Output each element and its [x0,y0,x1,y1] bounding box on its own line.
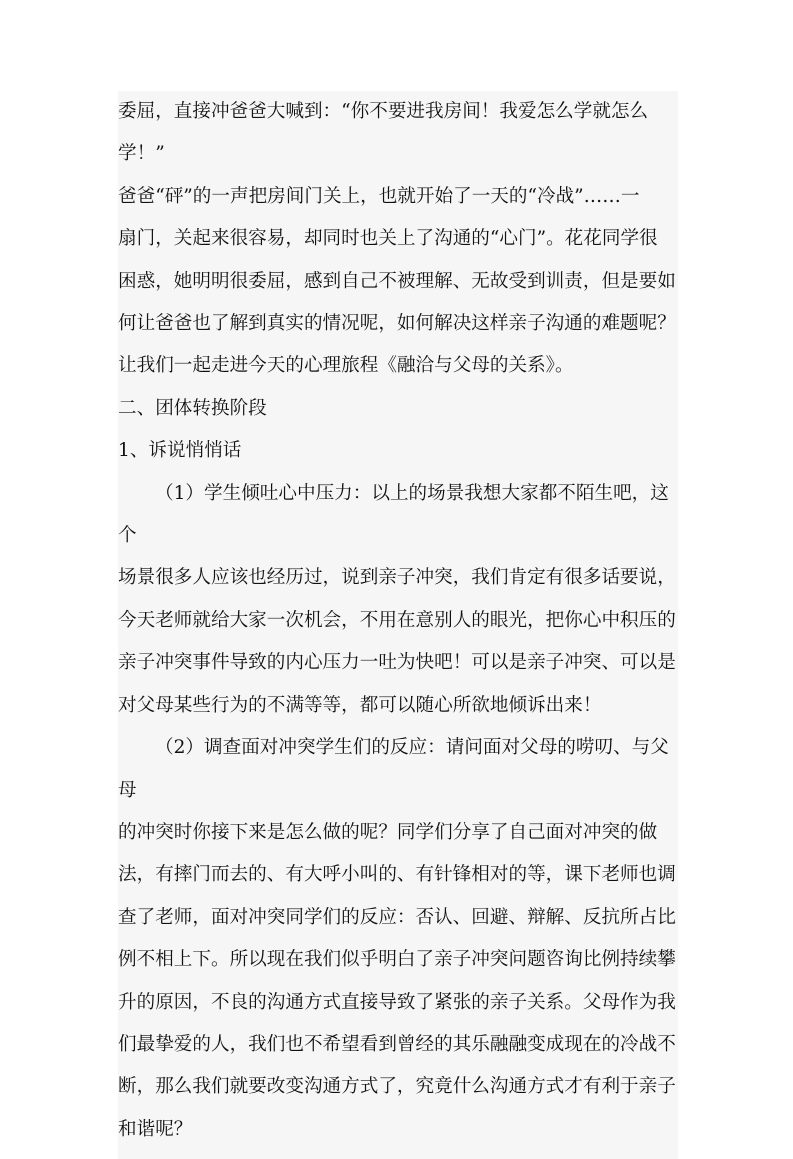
text-line: 扇门，关起来很容易，却同时也关上了沟通的“心门”。花花同学很 [118,228,658,250]
text-line: 升的原因，不良的沟通方式直接导致了紧张的亲子关系。父母作为我 [118,991,676,1013]
text-line: 让我们一起走进今天的心理旅程《融洽与父母的关系》。 [118,355,574,377]
text-line: 今天老师就给大家一次机会，不用在意别人的眼光，把你心中积压的 [118,609,676,631]
text-line: 爸爸“砰”的一声把房间门关上，也就开始了一天的“冷战”……一 [118,185,640,207]
text-line: 对父母某些行为的不满等等，都可以随心所欲地倾诉出来！ [118,694,602,716]
text-line: 断，那么我们就要改变沟通方式了，究竟什么沟通方式才有利于亲子 [118,1076,676,1098]
text-line: 1、诉说悄悄话 [118,440,242,462]
text-line: （1）学生倾吐心中压力：以上的场景我想大家都不陌生吧，这个 [118,482,669,547]
paragraph-story-continuation [118,91,678,388]
text-line: 们最挚爱的人，我们也不希望看到曾经的其乐融融变成现在的冷战不 [118,1033,676,1055]
paragraph-item-2 [118,727,678,1151]
text-line: 和谐呢？ [118,1118,193,1140]
text-line: 何让爸爸也了解到真实的情况呢，如何解决这样亲子沟通的难题呢？ [118,313,676,335]
text-line: 困惑，她明明很委屈，感到自己不被理解、无故受到训责，但是要如 [118,270,676,292]
text-line: （2）调查面对冲突学生们的反应：请问面对父母的唠叨、与父母 [118,737,669,801]
subsection-heading [118,430,678,472]
text-line: 场景很多人应该也经历过，说到亲子冲突，我们肯定有很多话要说， [118,567,676,589]
text-line: 例不相上下。所以现在我们似乎明白了亲子冲突问题咨询比例持续攀 [118,949,676,971]
text-line: 法，有摔门而去的、有大呼小叫的、有针锋相对的等，课下老师也调 [118,864,676,886]
section-heading [118,388,678,430]
text-line: 亲子冲突事件导致的内心压力一吐为快吧！可以是亲子冲突、可以是 [118,652,676,674]
text-line: 委屈，直接冲爸爸大喊到：“你不要进我房间！我爱怎么学就怎么学！” [118,101,649,165]
text-line: 的冲突时你接下来是怎么做的呢？同学们分享了自己面对冲突的做 [118,821,658,843]
text-block [118,91,678,1159]
paragraph-item-1 [118,473,678,727]
text-line: 二、团体转换阶段 [118,397,267,419]
text-line: 查了老师，面对冲突同学们的反应：否认、回避、辩解、反抗所占比 [118,906,676,928]
